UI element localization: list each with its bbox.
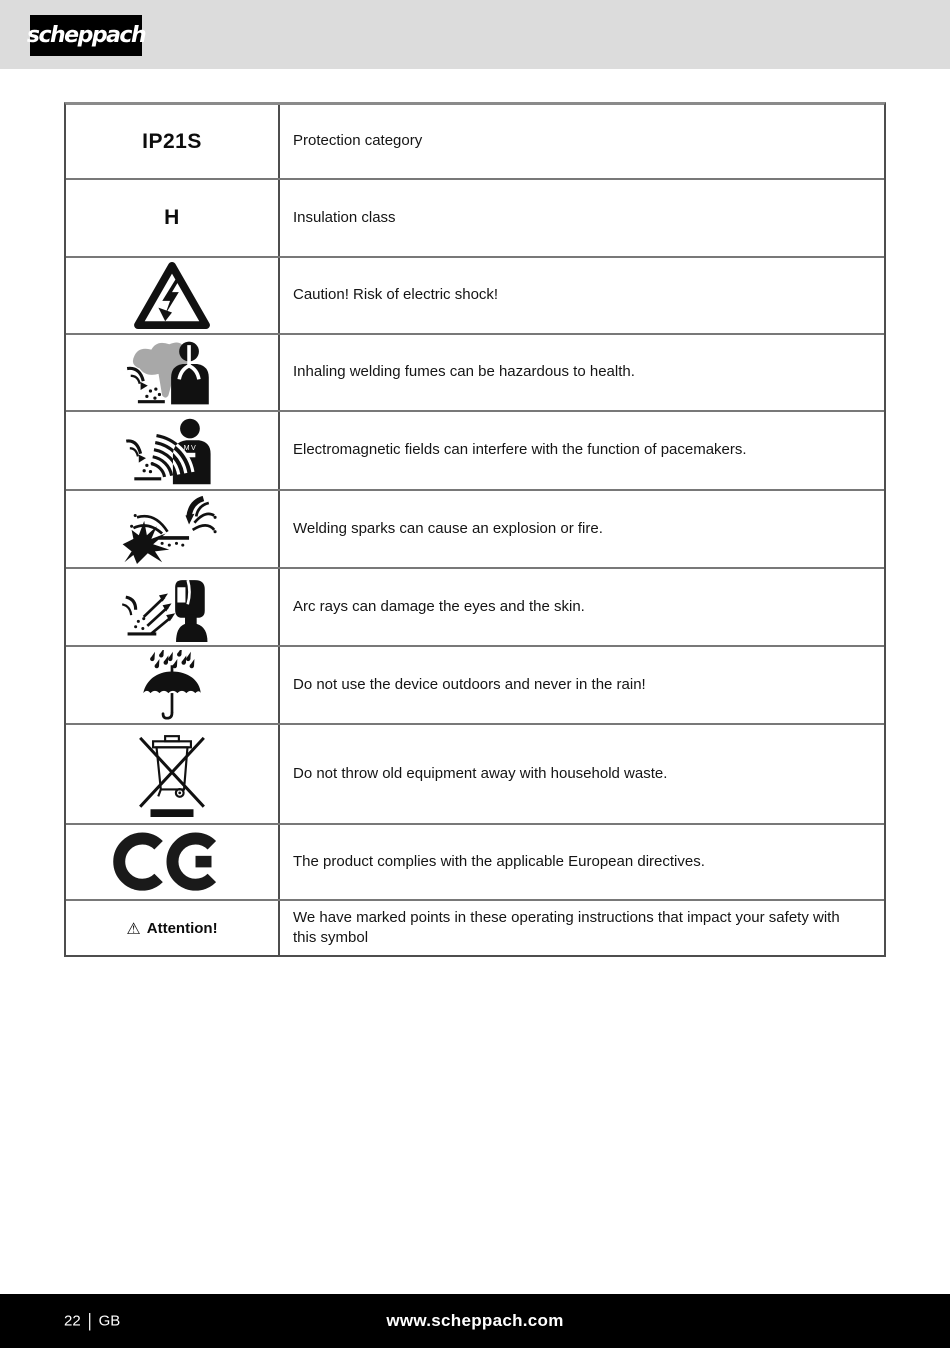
table-row [66,105,884,180]
pacemaker-label: MV [183,443,198,452]
table-row [66,569,884,647]
description-text: We have marked points in these operating instructions that impact your safety with this symbol [293,908,840,946]
header-band [0,0,950,69]
table-row [66,180,884,258]
attention-text: Attention! [146,919,218,937]
page-lang-divider: | [87,1310,92,1332]
protection-category-code: IP21S [142,129,202,153]
logo-text: scheppach [26,23,146,48]
description-cell [280,105,884,178]
symbol-cell [66,725,280,823]
description-text: Do not throw old equipment away with household waste. [293,764,668,782]
footer-bar [0,1294,950,1348]
description-cell [280,725,884,823]
description-cell [280,569,884,645]
description-text: Caution! Risk of electric shock! [293,286,499,304]
weee-bin-icon [129,730,215,818]
table-row [66,258,884,335]
description-text: Arc rays can damage the eyes and the skin. [293,597,585,615]
warning-triangle-icon: ⚠ [126,918,141,938]
symbol-cell [66,180,280,256]
symbol-cell [66,335,280,410]
description-cell [280,180,884,256]
symbol-cell [66,569,280,645]
symbol-cell [66,647,280,723]
description-text: Insulation class [293,208,396,226]
symbol-cell [66,491,280,567]
table-row [66,335,884,412]
description-cell [280,335,884,410]
table-row [66,491,884,569]
website-url: www.scheppach.com [386,1311,564,1330]
no-rain-icon [126,650,218,720]
page-number-value: 22 [64,1312,81,1330]
table-row [66,647,884,725]
symbols-table [64,102,886,957]
description-text: The product complies with the applicable European directives. [293,852,705,870]
description-cell [280,825,884,899]
electric-shock-icon [133,261,211,331]
table-row [66,825,884,901]
description-cell [280,491,884,567]
welding-fumes-icon [122,338,222,408]
table-row [66,725,884,825]
symbol-cell [66,105,280,178]
welding-sparks-icon [122,494,222,564]
ce-mark-icon [112,827,232,898]
table-row [66,901,884,955]
description-cell [280,412,884,489]
table-row [66,412,884,491]
description-text: Electromagnetic fields can interfere with the function of pacemakers. [293,441,747,459]
scheppach-logo [26,15,146,56]
language-code: GB [98,1312,121,1330]
description-cell [280,258,884,333]
arc-rays-icon [120,572,224,642]
description-text: Protection category [293,132,423,150]
description-text: Do not use the device outdoors and never in the rain! [293,675,646,693]
symbol-cell [66,258,280,333]
page-number [64,1310,121,1332]
description-cell [280,901,884,955]
description-text: Welding sparks can cause an explosion or fire. [293,519,603,537]
pacemaker-icon [122,416,222,486]
description-cell [280,647,884,723]
symbol-cell [66,412,280,489]
symbol-cell [66,825,280,899]
description-text: Inhaling welding fumes can be hazardous to health. [293,363,635,381]
symbol-cell [66,901,280,955]
attention-label [126,919,217,938]
insulation-class-code: H [164,206,180,229]
